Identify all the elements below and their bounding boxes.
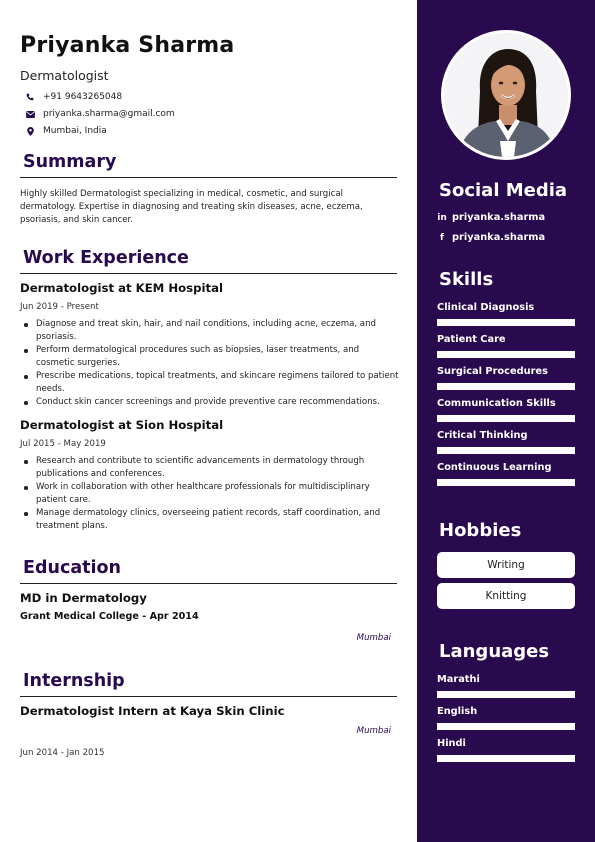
skill-bar — [437, 383, 575, 390]
education-heading: Education — [23, 558, 121, 578]
summary-divider — [20, 177, 397, 178]
skill-bar-fill — [437, 383, 575, 390]
skill-bar-fill — [437, 415, 575, 422]
social-facebook[interactable] — [437, 232, 545, 243]
linkedin-handle[interactable]: priyanka.sharma — [452, 212, 546, 223]
language-label: Hindi — [437, 738, 466, 749]
mail-icon — [23, 111, 37, 118]
experience-heading: Work Experience — [23, 248, 189, 268]
bullet-item: Research and contribute to scientific advancements in dermatology through publications and conferences. — [20, 455, 400, 481]
language-bar — [437, 691, 575, 698]
skill-label: Critical Thinking — [437, 430, 528, 441]
skill-label: Continuous Learning — [437, 462, 552, 473]
skill-label: Surgical Procedures — [437, 366, 548, 377]
skill-bar-fill — [437, 319, 575, 326]
phone-number[interactable]: +91 9643265048 — [43, 92, 123, 102]
skill-label: Communication Skills — [437, 398, 556, 409]
sidebar — [417, 0, 595, 842]
internship-dates: Jun 2014 - Jan 2015 — [20, 748, 105, 758]
skill-bar — [437, 479, 575, 486]
profile-photo — [441, 30, 571, 160]
bullet-item: Diagnose and treat skin, hair, and nail conditions, including acne, eczema, and psoriasis. — [20, 318, 400, 344]
summary-heading: Summary — [23, 152, 117, 172]
education-divider — [20, 583, 397, 584]
job-dates: Jun 2019 - Present — [20, 302, 99, 312]
job-bullets — [20, 455, 400, 533]
email-address[interactable]: priyanka.sharma@gmail.com — [43, 109, 175, 119]
skill-bar-fill — [437, 351, 575, 358]
job-title: Dermatologist at KEM Hospital — [20, 281, 223, 295]
hobbies-heading: Hobbies — [439, 520, 522, 541]
skills-heading: Skills — [439, 269, 494, 290]
hobby-tag: Writing — [437, 552, 575, 578]
location-text: Mumbai, India — [43, 126, 107, 136]
hobby-tag: Knitting — [437, 583, 575, 609]
job-title: Dermatologist at Sion Hospital — [20, 418, 224, 432]
facebook-handle[interactable]: priyanka.sharma — [452, 232, 546, 243]
social-linkedin[interactable] — [437, 212, 545, 223]
summary-text: Highly skilled Dermatologist specializing in medical, cosmetic, and surgical dermatology. Expertise in diagnosing and treating skin diseases, acne, eczema, psoriasis, and skin cancer. — [20, 189, 363, 225]
education-location: Mumbai — [356, 633, 391, 643]
skill-label: Patient Care — [437, 334, 506, 345]
skill-bar-fill — [437, 447, 575, 454]
experience-divider — [20, 273, 397, 274]
internship-heading: Internship — [23, 671, 125, 691]
skill-label: Clinical Diagnosis — [437, 302, 535, 313]
contact-phone — [20, 92, 122, 102]
education-school: Grant Medical College - Apr 2014 — [20, 611, 199, 622]
bullet-item: Manage dermatology clinics, overseeing patient records, staff coordination, and treatment plans. — [20, 507, 400, 533]
skill-bar — [437, 319, 575, 326]
contact-email — [20, 109, 175, 119]
internship-divider — [20, 696, 397, 697]
social-heading: Social Media — [439, 180, 568, 201]
location-pin-icon — [23, 127, 37, 136]
language-bar — [437, 723, 575, 730]
phone-icon — [23, 93, 37, 101]
education-degree: MD in Dermatology — [20, 591, 147, 605]
candidate-name: Priyanka Sharma — [20, 33, 235, 58]
language-bar-fill — [437, 755, 575, 762]
job-bullets — [20, 318, 400, 409]
skill-bar-fill — [437, 479, 575, 486]
language-bar-fill — [437, 723, 575, 730]
language-label: English — [437, 706, 478, 717]
bullet-item: Conduct skin cancer screenings and provide preventive care recommendations. — [20, 396, 400, 409]
internship-location: Mumbai — [356, 726, 391, 736]
skill-bar — [437, 351, 575, 358]
languages-heading: Languages — [439, 641, 550, 662]
skill-bar — [437, 415, 575, 422]
skill-bar — [437, 447, 575, 454]
candidate-title: Dermatologist — [20, 68, 109, 83]
job-dates: Jul 2015 - May 2019 — [20, 439, 106, 449]
bullet-item: Prescribe medications, topical treatments, and skincare regimens tailored to patient needs. — [20, 370, 400, 396]
linkedin-icon: in — [437, 212, 447, 223]
language-label: Marathi — [437, 674, 480, 685]
internship-title: Dermatologist Intern at Kaya Skin Clinic — [20, 704, 285, 718]
facebook-icon: f — [440, 232, 444, 243]
bullet-item: Work in collaboration with other healthcare professionals for multidisciplinary patient care. — [20, 481, 400, 507]
language-bar-fill — [437, 691, 575, 698]
bullet-item: Perform dermatological procedures such as biopsies, laser treatments, and cosmetic surgeries. — [20, 344, 400, 370]
language-bar — [437, 755, 575, 762]
contact-location — [20, 126, 107, 136]
